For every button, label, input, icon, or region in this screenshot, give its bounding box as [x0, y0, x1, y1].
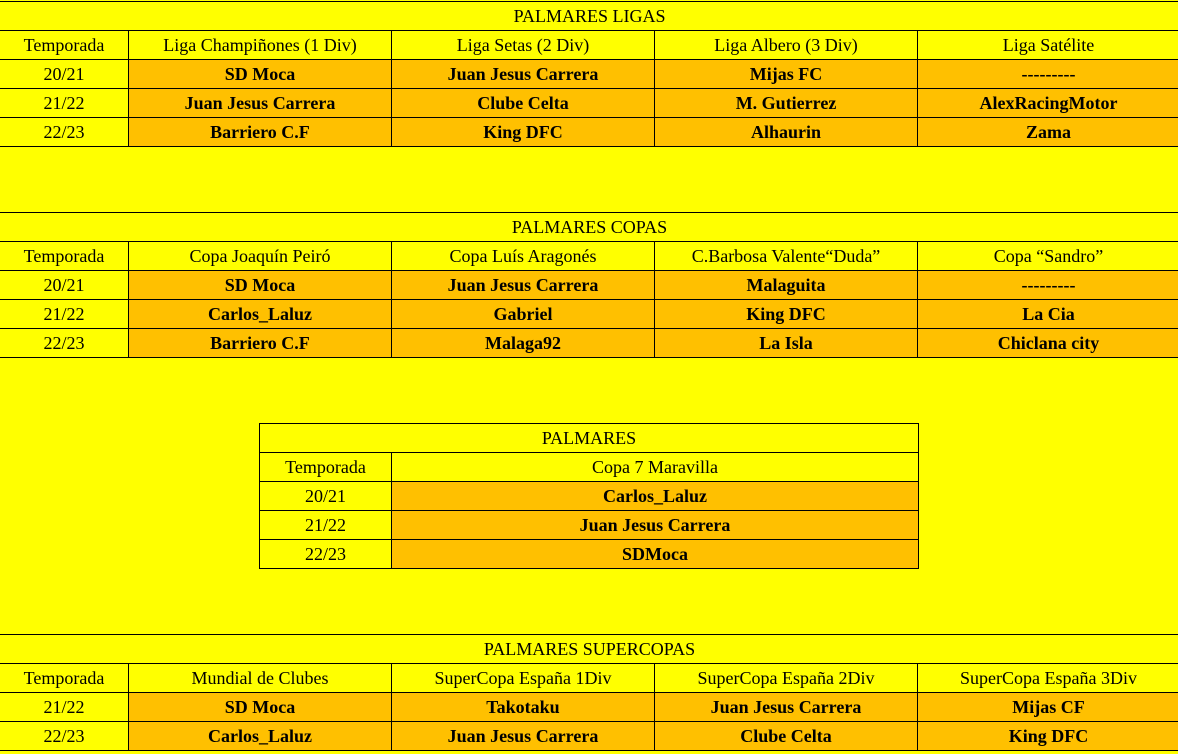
table-header-row: [260, 453, 919, 482]
table-row: [260, 540, 919, 569]
winner-cell: Malaga92: [392, 329, 655, 358]
winner-cell: SD Moca: [129, 271, 392, 300]
winner-cell: Barriero C.F: [129, 329, 392, 358]
column-header: Liga Setas (2 Div): [392, 31, 655, 60]
winner-cell: La Cia: [918, 300, 1178, 329]
column-header: Temporada: [0, 31, 129, 60]
season-cell: 21/22: [260, 511, 392, 540]
table-header-row: [0, 242, 1178, 271]
winner-cell: SD Moca: [129, 693, 392, 722]
column-header: Temporada: [0, 242, 129, 271]
table-row: [0, 89, 1178, 118]
column-header: Temporada: [0, 664, 129, 693]
column-header: Liga Champiñones (1 Div): [129, 31, 392, 60]
winner-cell: La Isla: [655, 329, 918, 358]
column-header: Temporada: [260, 453, 392, 482]
table-title-row: [260, 424, 919, 453]
season-cell: 21/22: [0, 89, 129, 118]
winner-cell: AlexRacingMotor: [918, 89, 1178, 118]
table-title: PALMARES COPAS: [0, 213, 1178, 242]
table-row: [260, 511, 919, 540]
column-header: Liga Albero (3 Div): [655, 31, 918, 60]
palmares-maravilla-table: [259, 423, 919, 569]
season-cell: 22/23: [260, 540, 392, 569]
season-cell: 22/23: [0, 118, 129, 147]
table-row: [260, 482, 919, 511]
table-row: [0, 60, 1178, 89]
table-row: [0, 329, 1178, 358]
winner-cell: Juan Jesus Carrera: [129, 89, 392, 118]
winner-cell: M. Gutierrez: [655, 89, 918, 118]
column-header: SuperCopa España 1Div: [392, 664, 655, 693]
column-header: Copa “Sandro”: [918, 242, 1178, 271]
winner-cell: Carlos_Laluz: [392, 482, 919, 511]
winner-cell: Carlos_Laluz: [129, 722, 392, 751]
winner-cell: Carlos_Laluz: [129, 300, 392, 329]
table-row: [0, 693, 1178, 722]
palmares-ligas-table: [0, 1, 1178, 147]
winner-cell: Juan Jesus Carrera: [655, 693, 918, 722]
winner-cell: Chiclana city: [918, 329, 1178, 358]
column-header: Copa Luís Aragonés: [392, 242, 655, 271]
winner-cell: King DFC: [655, 300, 918, 329]
winner-cell: Zama: [918, 118, 1178, 147]
winner-cell: Mijas FC: [655, 60, 918, 89]
season-cell: 21/22: [0, 693, 129, 722]
winner-cell: King DFC: [392, 118, 655, 147]
column-header: SuperCopa España 2Div: [655, 664, 918, 693]
column-header: Copa 7 Maravilla: [392, 453, 919, 482]
column-header: C.Barbosa Valente“Duda”: [655, 242, 918, 271]
winner-cell: Takotaku: [392, 693, 655, 722]
table-title: PALMARES: [260, 424, 919, 453]
winner-cell: SD Moca: [129, 60, 392, 89]
winner-cell: Juan Jesus Carrera: [392, 271, 655, 300]
season-cell: 21/22: [0, 300, 129, 329]
column-header: SuperCopa España 3Div: [918, 664, 1178, 693]
table-title-row: [0, 635, 1178, 664]
winner-cell: Clube Celta: [655, 722, 918, 751]
winner-cell: ---------: [918, 271, 1178, 300]
winner-cell: Malaguita: [655, 271, 918, 300]
winner-cell: Juan Jesus Carrera: [392, 722, 655, 751]
table-row: [0, 271, 1178, 300]
winner-cell: Alhaurin: [655, 118, 918, 147]
table-title: PALMARES SUPERCOPAS: [0, 635, 1178, 664]
winner-cell: King DFC: [918, 722, 1178, 751]
winner-cell: Juan Jesus Carrera: [392, 511, 919, 540]
palmares-copas-table: [0, 212, 1178, 358]
winner-cell: Juan Jesus Carrera: [392, 60, 655, 89]
season-cell: 22/23: [0, 329, 129, 358]
table-row: [0, 118, 1178, 147]
season-cell: 20/21: [0, 271, 129, 300]
winner-cell: ---------: [918, 60, 1178, 89]
column-header: Mundial de Clubes: [129, 664, 392, 693]
winner-cell: Barriero C.F: [129, 118, 392, 147]
palmares-supercopas-table: [0, 634, 1178, 751]
season-cell: 20/21: [260, 482, 392, 511]
column-header: Liga Satélite: [918, 31, 1178, 60]
table-title-row: [0, 2, 1178, 31]
table-title: PALMARES LIGAS: [0, 2, 1178, 31]
table-header-row: [0, 664, 1178, 693]
season-cell: 20/21: [0, 60, 129, 89]
winner-cell: Mijas CF: [918, 693, 1178, 722]
column-header: Copa Joaquín Peiró: [129, 242, 392, 271]
season-cell: 22/23: [0, 722, 129, 751]
table-header-row: [0, 31, 1178, 60]
winner-cell: Clube Celta: [392, 89, 655, 118]
winner-cell: Gabriel: [392, 300, 655, 329]
table-title-row: [0, 213, 1178, 242]
winner-cell: SDMoca: [392, 540, 919, 569]
table-row: [0, 300, 1178, 329]
table-row: [0, 722, 1178, 751]
